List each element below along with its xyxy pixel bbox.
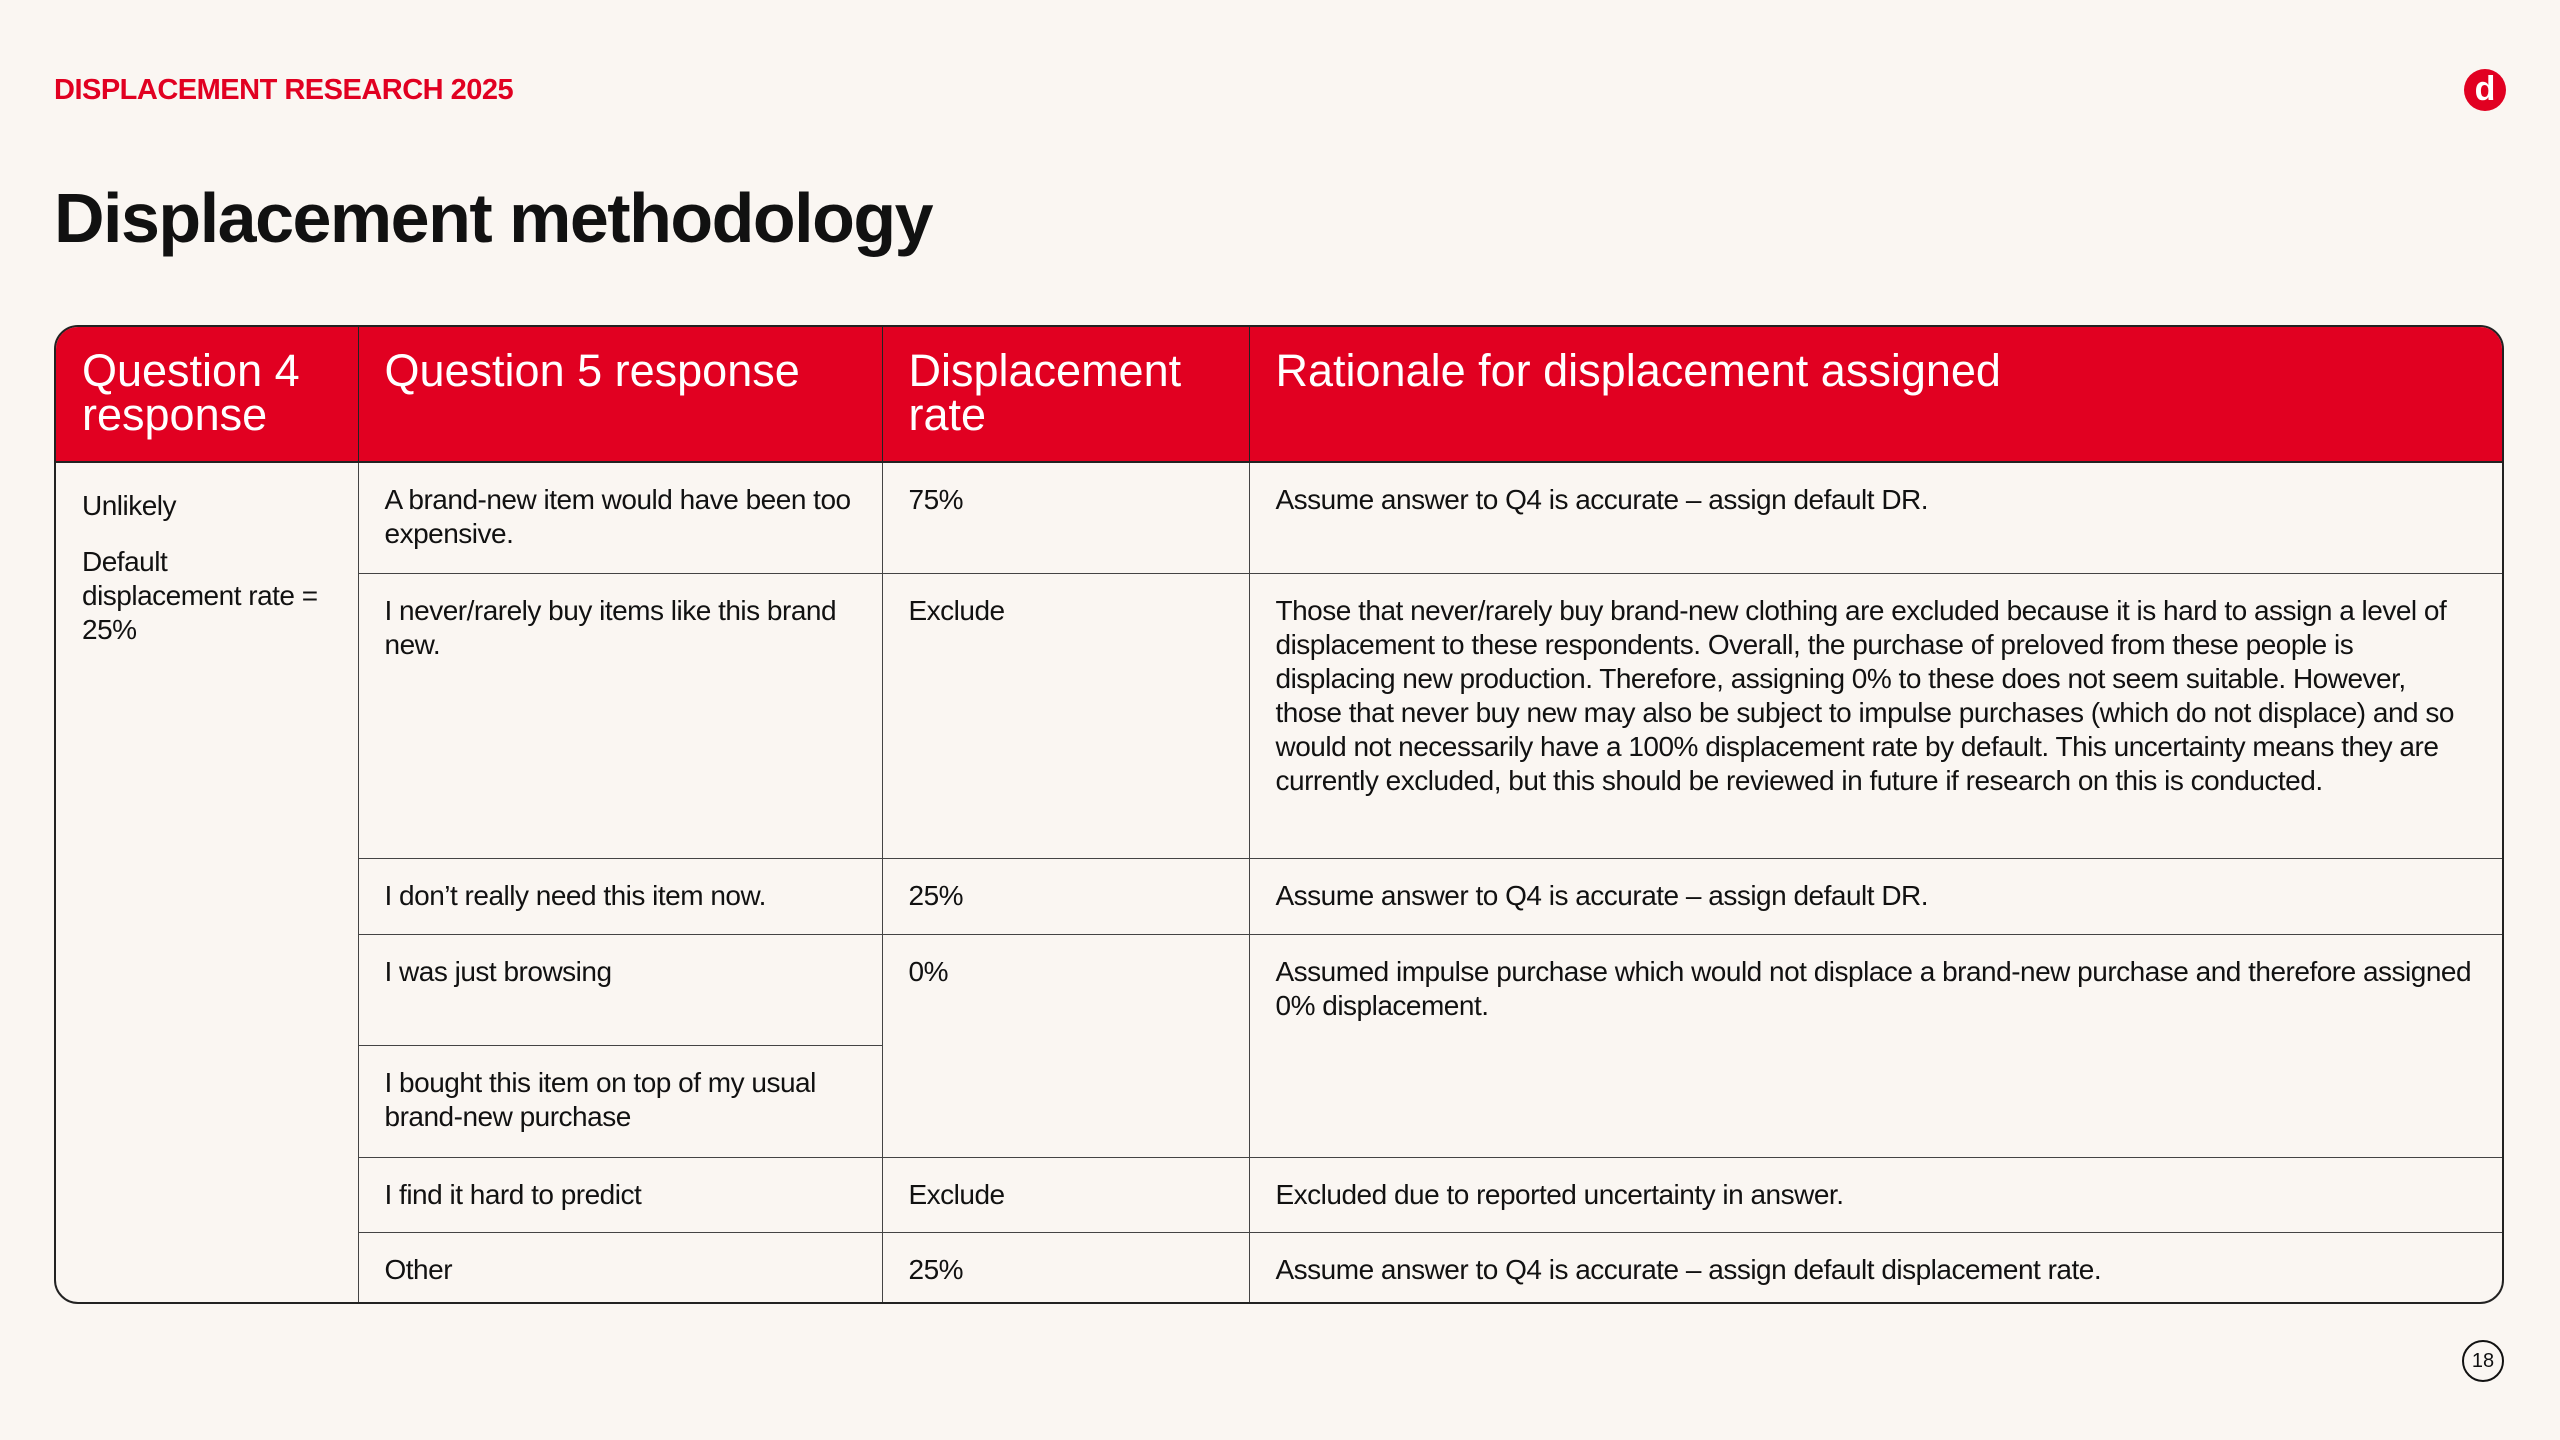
table-row	[56, 858, 2502, 934]
rationale-cell: Assume answer to Q4 is accurate – assign default displacement rate.	[1249, 1232, 2502, 1304]
rate-cell: 25%	[882, 858, 1249, 934]
rationale-cell: Excluded due to reported uncertainty in answer.	[1249, 1157, 2502, 1232]
q4-cell	[56, 462, 358, 1304]
q4-default-rate: Default displacement rate = 25%	[82, 546, 318, 645]
rate-cell: 0%	[882, 934, 1249, 1157]
table-row	[56, 1232, 2502, 1304]
column-header: Question 4 response	[56, 327, 358, 462]
column-header: Question 5 response	[358, 327, 882, 462]
rate-cell: 75%	[882, 462, 1249, 573]
page-title: Displacement methodology	[54, 179, 933, 257]
q4-response: Unlikely	[82, 490, 177, 521]
brand-logo-icon: d	[2464, 69, 2506, 111]
rationale-cell: Assume answer to Q4 is accurate – assign default DR.	[1249, 462, 2502, 573]
q5-cell: Other	[358, 1232, 882, 1304]
q5-cell: I never/rarely buy items like this brand new.	[358, 573, 882, 858]
q5-cell: I bought this item on top of my usual brand-new purchase	[358, 1045, 882, 1157]
rate-cell: Exclude	[882, 1157, 1249, 1232]
column-header: Rationale for displacement assigned	[1249, 327, 2502, 462]
rationale-cell: Assume answer to Q4 is accurate – assign default DR.	[1249, 858, 2502, 934]
table-header-row	[56, 327, 2502, 462]
rate-cell: 25%	[882, 1232, 1249, 1304]
page-number: 18	[2462, 1340, 2504, 1382]
q5-cell: I find it hard to predict	[358, 1157, 882, 1232]
q5-cell: I was just browsing	[358, 934, 882, 1045]
table-row	[56, 1157, 2502, 1232]
rate-cell: Exclude	[882, 573, 1249, 858]
table-row	[56, 462, 2502, 573]
q5-cell: I don’t really need this item now.	[358, 858, 882, 934]
rationale-cell: Those that never/rarely buy brand-new clothing are excluded because it is hard to assign a level of displacement to these respondents. Overall, the purchase of preloved from these people is displacing new production. Therefore, assigning 0% to these does not seem suitable. However, those that never buy new may also be subject to impulse purchases (which do not displace) and so would not necessarily have a 100% displacement rate by default. This uncertainty means they are currently excluded, but this should be reviewed in future if research on this is conducted.	[1249, 573, 2502, 858]
methodology-table	[54, 325, 2504, 1304]
q5-cell: A brand-new item would have been too expensive.	[358, 462, 882, 573]
table-row	[56, 573, 2502, 858]
report-eyebrow: DISPLACEMENT RESEARCH 2025	[54, 74, 514, 106]
column-header: Displacement rate	[882, 327, 1249, 462]
rationale-cell: Assumed impulse purchase which would not displace a brand-new purchase and therefore assigned 0% displacement.	[1249, 934, 2502, 1157]
table-row	[56, 934, 2502, 1045]
